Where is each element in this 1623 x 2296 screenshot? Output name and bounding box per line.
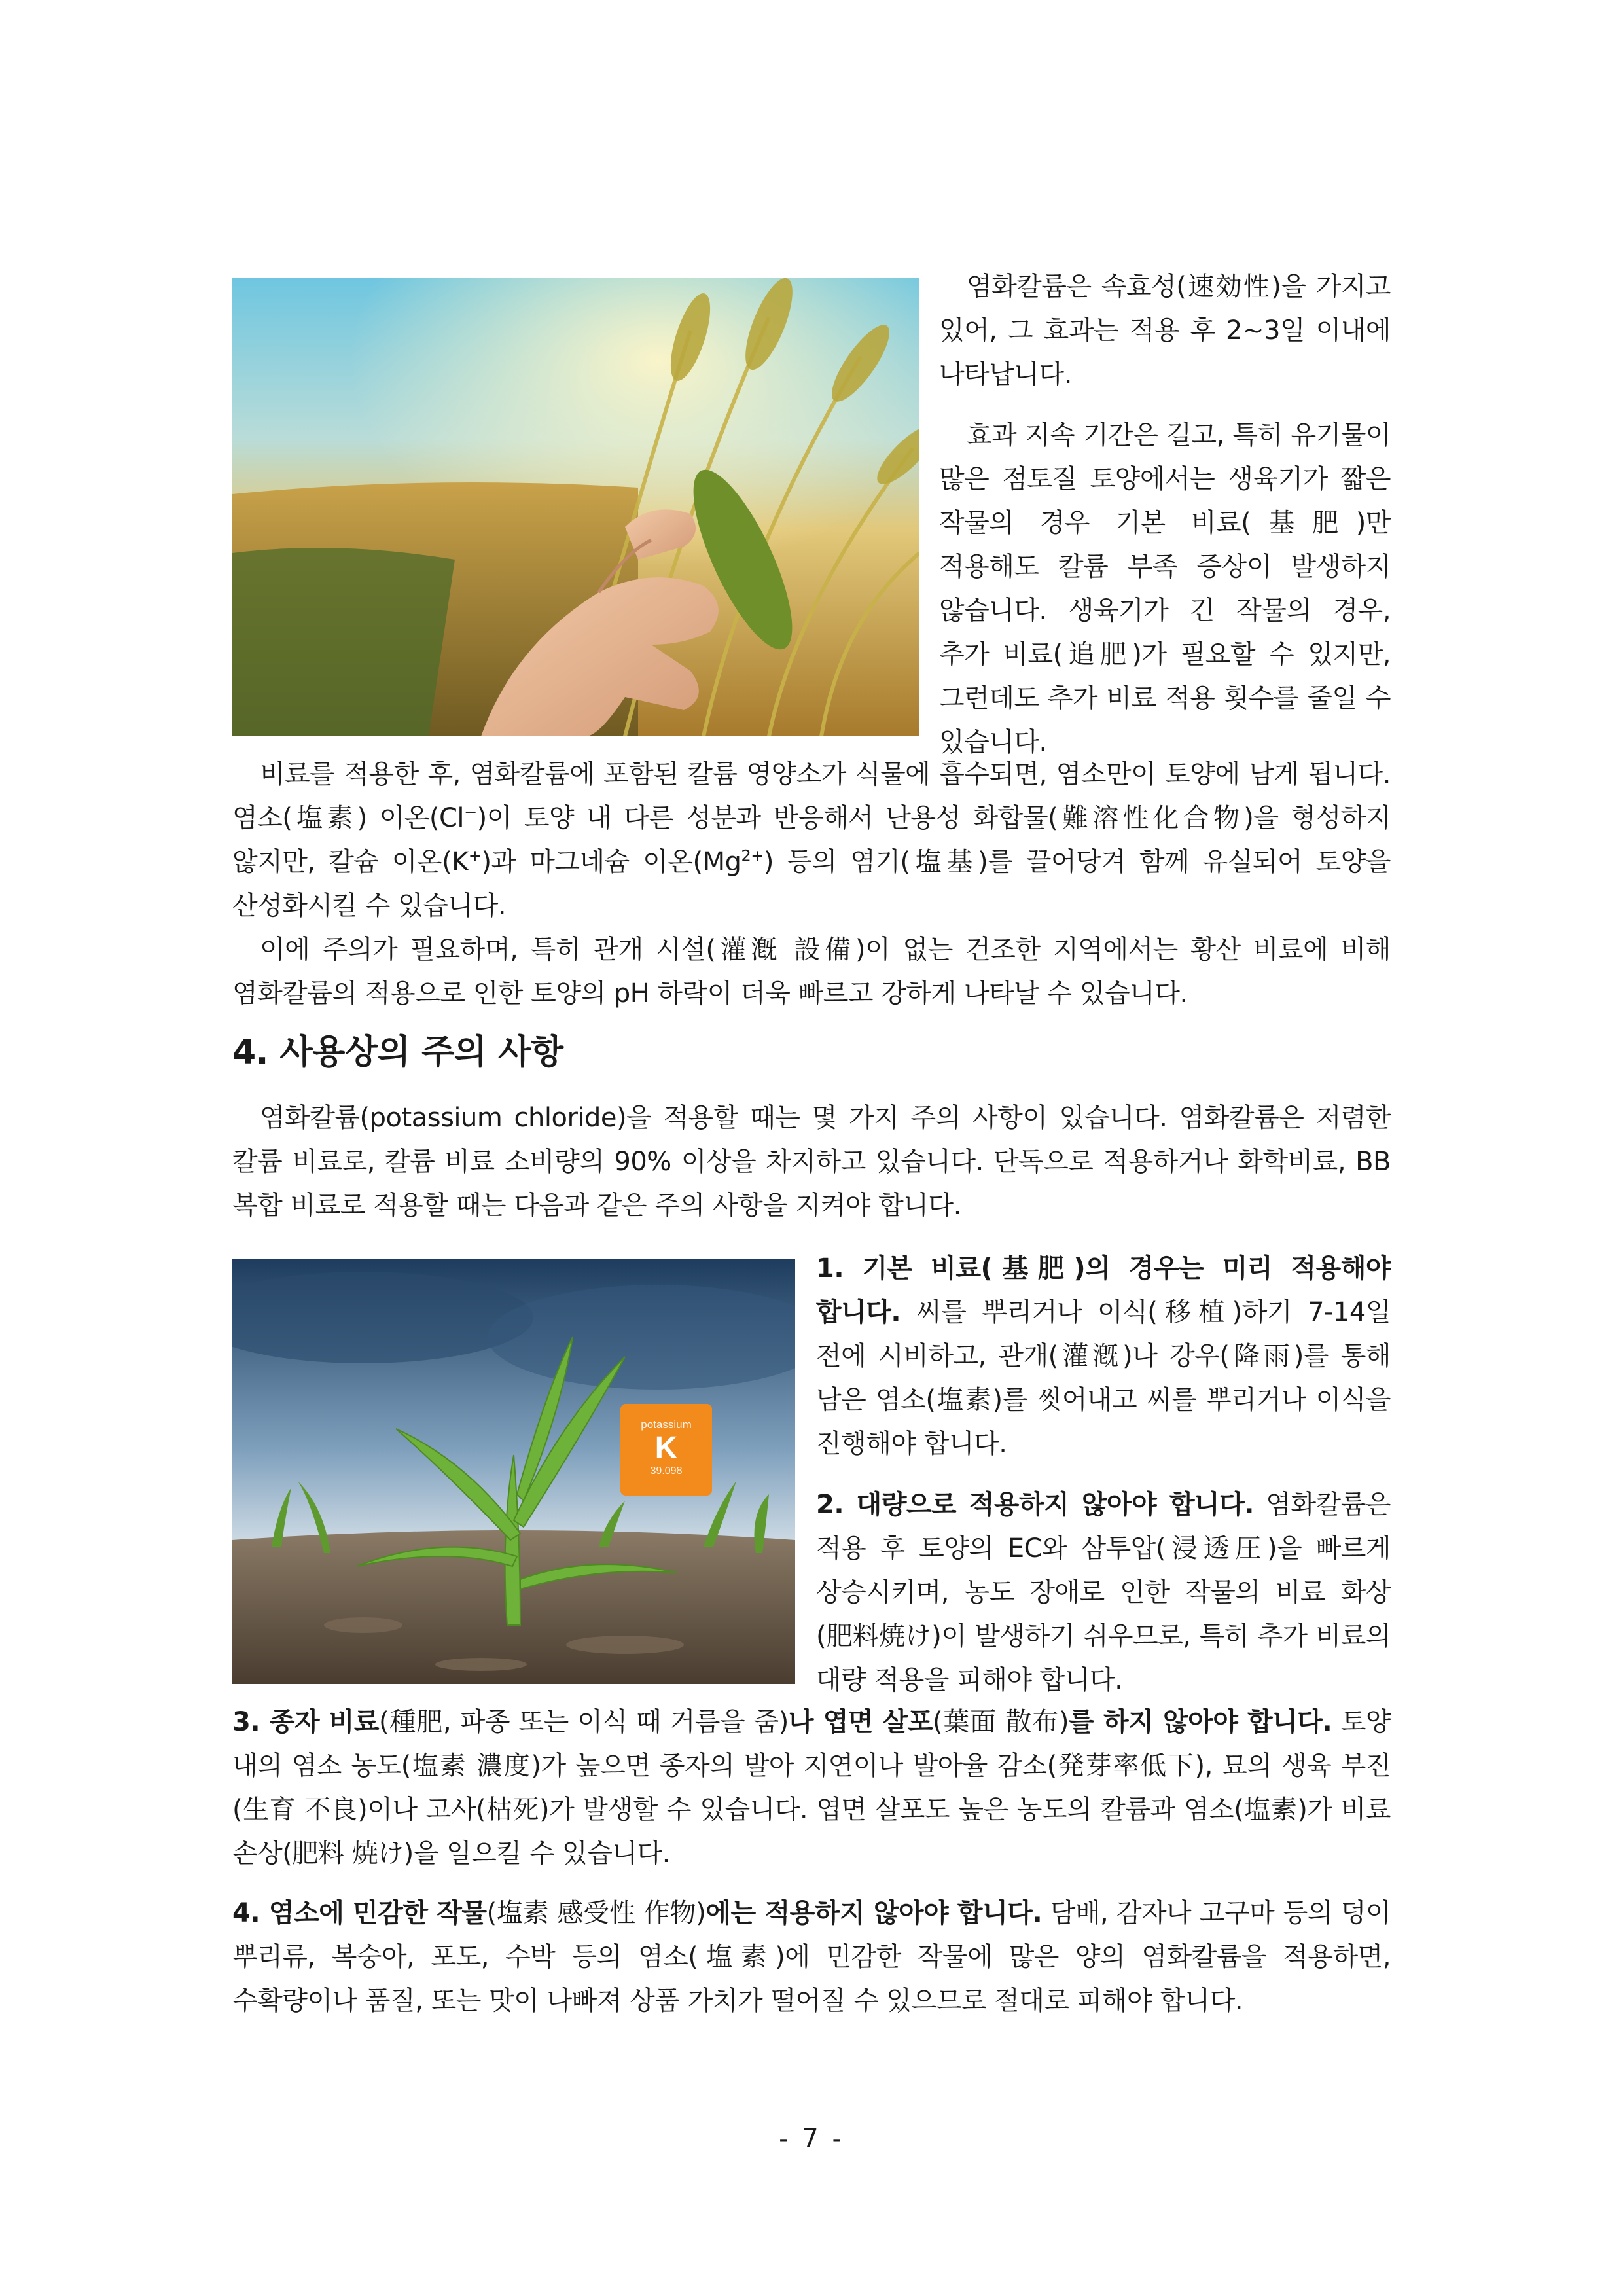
element-mass: 39.098 [650, 1465, 683, 1477]
item-body: 담배, 감자나 고구마 등의 덩이 뿌리류, 복숭아, 포도, 수박 등의 염소(塩素)에 민감한 작물에 많은 양의 염화칼륨을 적용하면, 수확량이나 품질, 또는 맛이 나빠져 상품 가치가 떨어질 수 있으므로 절대로 피해야 합니다. [232, 1898, 1391, 2016]
intro-section [232, 265, 1391, 757]
wheat-photo [232, 278, 919, 736]
superscript: + [468, 846, 482, 865]
paragraph: 효과 지속 기간은 길고, 특히 유기물이 많은 점토질 토양에서는 생육기가 짧은 작물의 경우 기본 비료(基肥)만 적용해도 칼륨 부족 증상이 발생하지 않습니다. 생육기가 긴 작물의 경우, 추가 비료(追肥)가 필요할 수 있지만, 그런데도 추가 비료 적용 횟수를 줄일 수 있습니다. [939, 420, 1391, 757]
item-body: 씨를 뿌리거나 이식(移植)하기 7-14일 전에 시비하고, 관개(灌漑)나 강우(降雨)를 통해 남은 염소(塩素)를 씻어내고 씨를 뿌리거나 이식을 진행해야 합니다. [816, 1297, 1391, 1459]
paragraph [232, 753, 1391, 928]
element-name: potassium [641, 1418, 692, 1431]
item-body: 염화칼륨은 적용 후 토양의 EC와 삼투압(浸透圧)을 빠르게 상승시키며, 농도 장애로 인한 작물의 비료 화상(肥料焼け)이 발생하기 쉬우므로, 특히 추가 비료의 대량 적용을 피해야 합니다. [816, 1490, 1391, 1695]
precaution-item-4 [232, 1892, 1391, 2023]
precaution-item-1 [816, 1247, 1391, 1466]
text-run: (種肥, 파종 또는 이식 때 거름을 줌) [379, 1707, 789, 1737]
superscript: 2+ [741, 846, 764, 865]
superscript: − [464, 802, 477, 821]
corn-seedling-photo [232, 1259, 795, 1684]
paragraph: 염화칼륨은 속효성(速効性)을 가지고 있어, 그 효과는 적용 후 2~3일 이내에 나타납니다. [939, 272, 1391, 389]
precautions-intro [232, 1096, 1391, 1228]
text-run: (葉面 散布) [932, 1707, 1069, 1737]
element-symbol: K [654, 1431, 678, 1465]
chlorine-section [232, 753, 1391, 1016]
paragraph [232, 1700, 1391, 1876]
precaution-item-3 [232, 1700, 1391, 1876]
page-number: - 7 - [779, 2124, 844, 2154]
section-heading: 4. 사용상의 주의 사항 [232, 1033, 563, 1072]
paragraph: 염화칼륨(potassium chloride)을 적용할 때는 몇 가지 주의 사항이 있습니다. 염화칼륨은 저렴한 칼륨 비료로, 칼륨 비료 소비량의 90% 이상을 차지하고 있습니다. 단독으로 적용하거나 화학비료, BB 복합 비료로 적용할 때는 다음과 같은 주의 사항을 지켜야 합니다. [232, 1103, 1391, 1221]
text-run: 비료를 적용한 후, 염화칼륨에 포함된 칼륨 영양소가 식물에 흡수되면, 염소만이 토양에 남게 됩니다. 염소(塩素) 이온(Cl [232, 759, 1391, 833]
text-run: (塩素 感受性 作物) [486, 1898, 706, 1928]
precautions-text-column [816, 1247, 1391, 1702]
text-run: ) 등의 염기(塩基)를 끌어당겨 함께 유실되어 토양을 산성화시킬 수 있습니다. [232, 847, 1391, 921]
precaution-item-2 [816, 1483, 1391, 1702]
item-body: 토양 내의 염소 농도(塩素 濃度)가 높으면 종자의 발아 지연이나 발아율 감소(発芽率低下), 묘의 생육 부진(生育 不良)이나 고사(枯死)가 발생할 수 있습니다. 엽면 살포도 높은 농도의 칼륨과 염소(塩素)가 비료 손상(肥料 焼け)을 일으킬 수 있습니다. [232, 1707, 1391, 1869]
item-title: 1. 기본 비료(基肥)의 경우는 미리 적용해야 합니다. [816, 1253, 1391, 1327]
item-title: 2. 대량으로 적용하지 않아야 합니다. [816, 1490, 1254, 1520]
item-title: 를 하지 않아야 합니다. [1069, 1707, 1332, 1737]
item-title: 에는 적용하지 않아야 합니다. [705, 1898, 1043, 1928]
text-run: )이 토양 내 다른 성분과 반응해서 난용성 화합물(難溶性化合物)을 형성하지 않지만, 칼슘 이온(K [232, 803, 1391, 877]
potassium-element-badge [620, 1404, 712, 1496]
item-title: 3. 종자 비료 [232, 1707, 380, 1737]
precautions-list-top [232, 1247, 1391, 1695]
document-page [232, 0, 1391, 2296]
item-title: 나 엽면 살포 [788, 1707, 933, 1737]
text-run: )과 마그네슘 이온(Mg [481, 847, 741, 877]
paragraph: 이에 주의가 필요하며, 특히 관개 시설(灌漑 設備)이 없는 건조한 지역에서는 황산 비료에 비해 염화칼륨의 적용으로 인한 토양의 pH 하락이 더욱 빠르고 강하게 나타날 수 있습니다. [232, 935, 1391, 1009]
paragraph [232, 1892, 1391, 2023]
intro-text-column [939, 265, 1391, 764]
item-title: 4. 염소에 민감한 작물 [232, 1898, 487, 1928]
